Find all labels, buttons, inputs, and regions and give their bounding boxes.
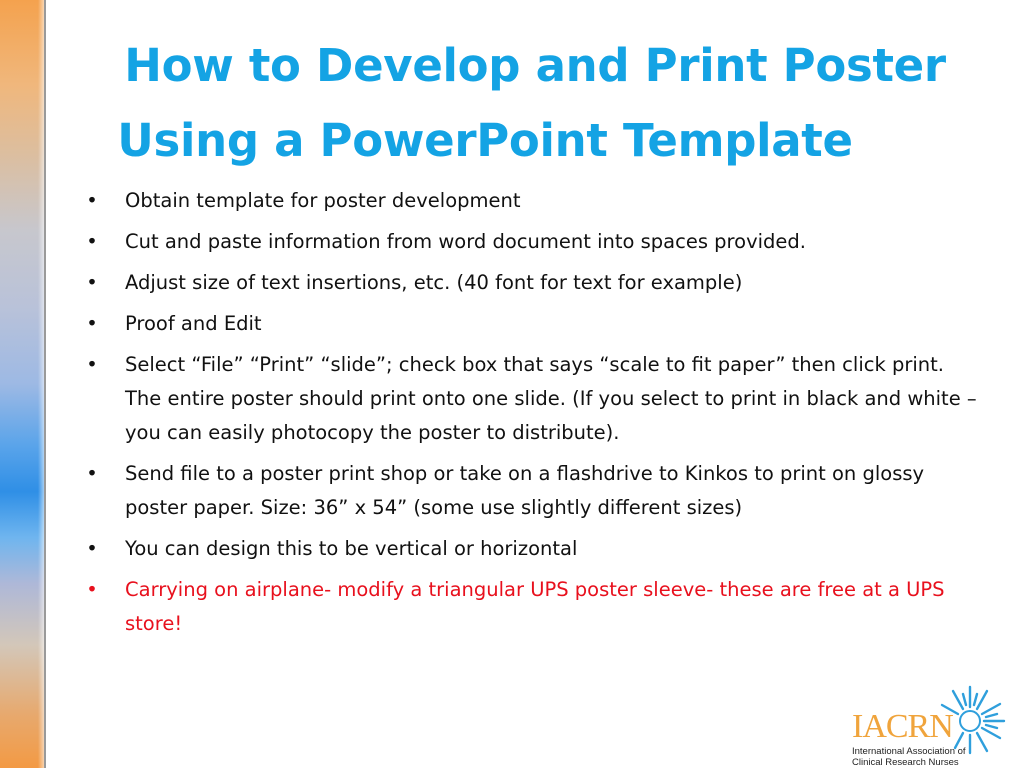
- logo-line-1: International Association of: [852, 746, 966, 757]
- decorative-side-bar: [0, 0, 46, 768]
- list-item: [82, 307, 982, 341]
- bullet-text: Adjust size of text insertions, etc. (40 font for text for example): [125, 271, 743, 294]
- bullet-icon: •: [86, 353, 98, 376]
- list-item: [82, 266, 982, 300]
- bullet-icon: •: [86, 271, 98, 294]
- bullet-text: Carrying on airplane- modify a triangular UPS poster sleeve- these are free at a UPS store!: [125, 578, 945, 635]
- title-line-2: Using a PowerPoint Template: [117, 114, 853, 167]
- logo-line-2: Clinical Research Nurses: [852, 757, 959, 768]
- bullet-text: Select “File” “Print” “slide”; check box that says “scale to fit paper” then click print. The entire poster should print onto one slide. (If you select to print in black and white – you can easily photocopy the poster to distribute).: [125, 353, 977, 444]
- bullet-icon: •: [86, 578, 98, 601]
- iacrn-logo: [850, 685, 1020, 768]
- list-item: [82, 184, 982, 218]
- list-item: [82, 532, 982, 566]
- bullet-icon: •: [86, 189, 98, 212]
- list-item: [82, 457, 982, 525]
- bullet-text: Obtain template for poster development: [125, 189, 521, 212]
- bullet-icon: •: [86, 312, 98, 335]
- bullet-icon: •: [86, 230, 98, 253]
- bullet-list: [82, 184, 982, 648]
- bullet-icon: •: [86, 537, 98, 560]
- list-item: [82, 225, 982, 259]
- list-item-highlighted: [82, 573, 982, 641]
- bullet-text: You can design this to be vertical or horizontal: [125, 537, 578, 560]
- bullet-text: Send file to a poster print shop or take on a flashdrive to Kinkos to print on glossy poster paper. Size: 36” x 54” (some use slightly different sizes): [125, 462, 925, 519]
- bullet-text: Proof and Edit: [125, 312, 262, 335]
- logo-acronym: IACRN: [852, 708, 953, 745]
- list-item: [82, 348, 982, 450]
- bullet-text: Cut and paste information from word document into spaces provided.: [125, 230, 806, 253]
- slide-title: [60, 28, 1010, 178]
- bullet-icon: •: [86, 462, 98, 485]
- title-line-1: How to Develop and Print Poster: [124, 39, 946, 92]
